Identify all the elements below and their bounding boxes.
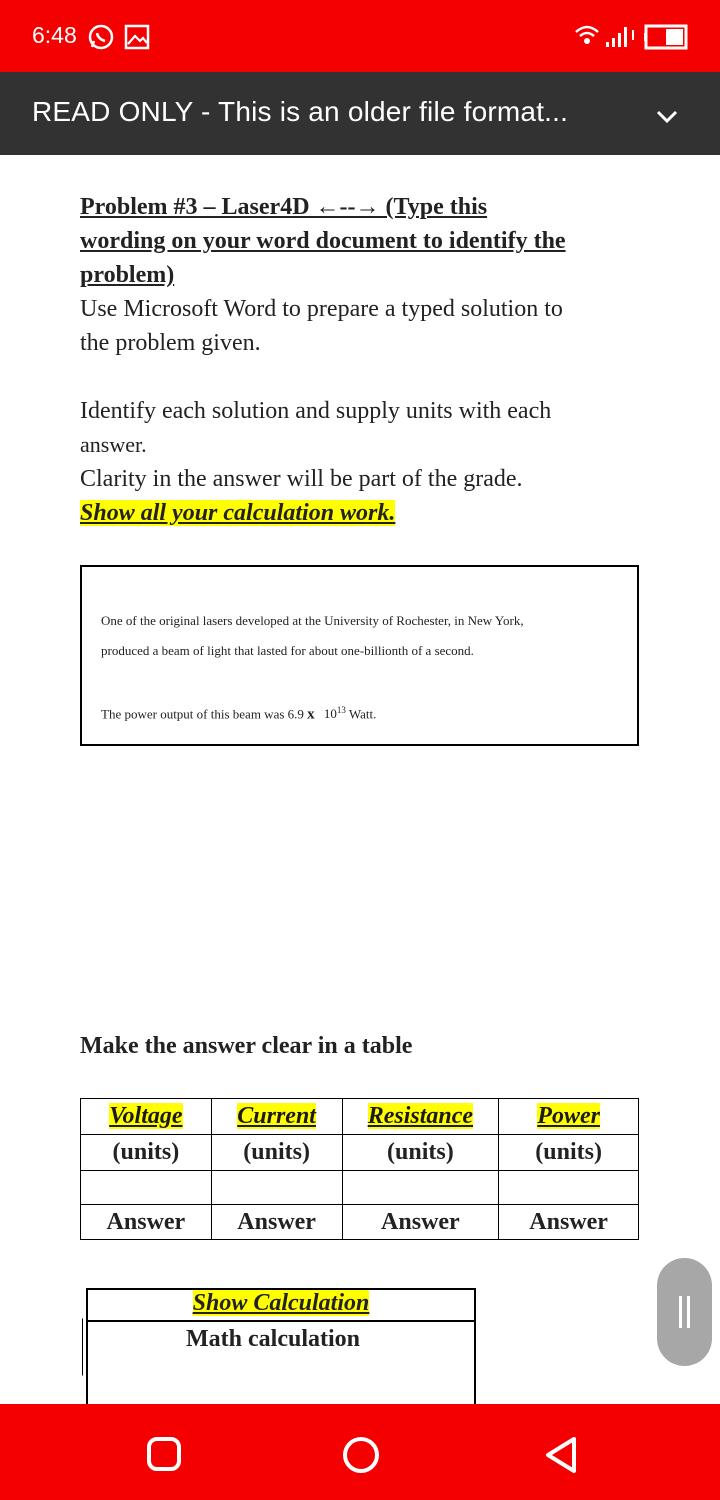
power-base: 10: [323, 706, 337, 722]
math-calculation-label: Math calculation: [186, 1326, 360, 1352]
table-empty-row: [81, 1171, 639, 1205]
status-time: 6:48: [32, 22, 77, 48]
table-cell[interactable]: [81, 1171, 212, 1205]
heading-line: Problem #3 – Laser4D ←--→ (Type this: [80, 194, 488, 220]
table-cell: (units): [499, 1135, 639, 1171]
show-work-text: Show all your calculation work.: [80, 500, 396, 526]
navigation-bar: [0, 1404, 720, 1500]
power-output-line: [101, 705, 376, 723]
table-cell: (units): [342, 1135, 499, 1171]
identify-text: [80, 394, 640, 462]
header-current: Current: [237, 1103, 316, 1129]
recent-apps-button[interactable]: [146, 1436, 182, 1477]
clarity-text: Clarity in the answer will be part of the grade.: [80, 466, 523, 492]
home-button[interactable]: [342, 1436, 380, 1479]
signal-icon: [604, 26, 636, 53]
table-title: Make the answer clear in a table: [80, 1033, 413, 1059]
chevron-down-icon[interactable]: [652, 102, 682, 132]
header-voltage: Voltage: [109, 1103, 183, 1129]
read-only-banner: [0, 72, 720, 155]
answer-table: [80, 1098, 639, 1240]
table-units-row: [81, 1135, 639, 1171]
banner-title: READ ONLY - This is an older file format...: [32, 96, 569, 127]
header-power: Power: [537, 1103, 600, 1129]
wifi-icon: [574, 24, 600, 53]
calc-left-marks: [82, 1290, 84, 1404]
times-sign: x: [307, 706, 315, 723]
battery-icon: [644, 24, 690, 55]
table-header-row: [81, 1099, 639, 1135]
table-cell: Answer: [211, 1205, 342, 1240]
power-prefix: The power output of this beam was 6.9: [101, 706, 304, 722]
problem-box: [80, 565, 639, 746]
intro-text: [80, 292, 640, 360]
table-cell[interactable]: [499, 1171, 639, 1205]
table-cell: (units): [211, 1135, 342, 1171]
calculation-box: [86, 1288, 476, 1404]
intro-line: the problem given.: [80, 330, 261, 356]
table-cell: Answer: [81, 1205, 212, 1240]
header-resistance: Resistance: [367, 1103, 474, 1129]
status-bar: [0, 0, 720, 72]
power-unit: Watt.: [348, 706, 377, 722]
table-cell: Answer: [499, 1205, 639, 1240]
problem-line: One of the original lasers developed at the University of Rochester, in New York,: [101, 613, 524, 628]
table-cell: Answer: [342, 1205, 499, 1240]
table-answer-row: [81, 1205, 639, 1240]
problem-line: produced a beam of light that lasted for about one-billionth of a second.: [101, 643, 474, 658]
heading-line: problem): [80, 262, 175, 288]
table-cell: (units): [81, 1135, 212, 1171]
power-exponent: 13: [336, 705, 346, 715]
intro-line: Use Microsoft Word to prepare a typed solution to: [80, 296, 563, 322]
table-cell[interactable]: [342, 1171, 499, 1205]
problem-heading: [80, 190, 640, 292]
document-body: [80, 190, 640, 530]
table-cell[interactable]: [211, 1171, 342, 1205]
show-calculation-header: Show Calculation: [192, 1290, 370, 1316]
scroll-handle[interactable]: [657, 1258, 712, 1366]
identify-line: Identify each solution and supply units with each: [80, 398, 552, 424]
back-button[interactable]: [544, 1436, 578, 1479]
image-icon: [124, 24, 150, 55]
identify-line: answer.: [80, 432, 147, 457]
heading-line: wording on your word document to identify the: [80, 228, 566, 254]
whatsapp-icon: [86, 22, 116, 57]
